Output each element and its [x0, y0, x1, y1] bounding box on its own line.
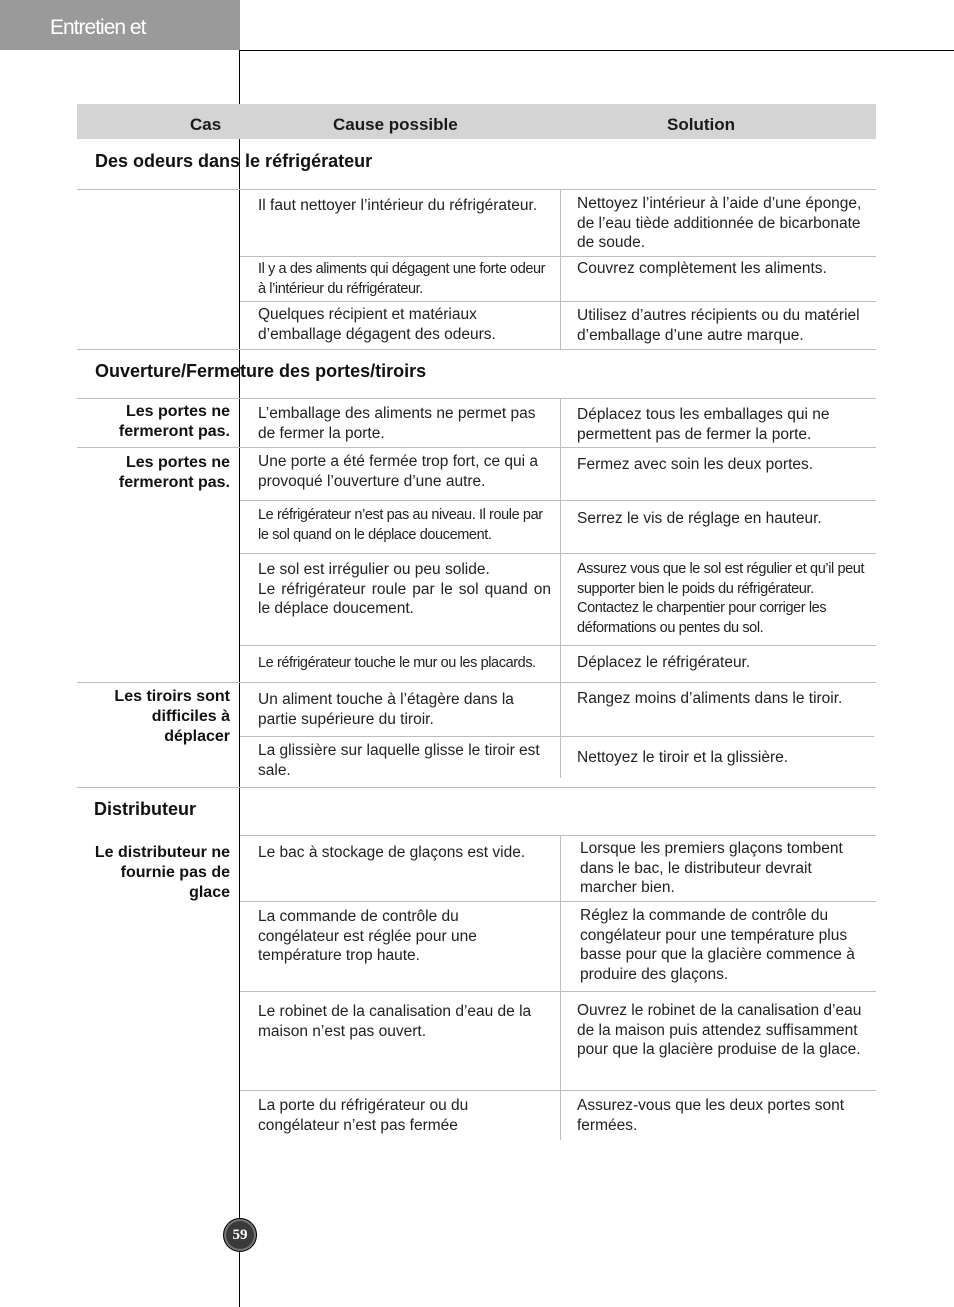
solution-text: Couvrez complètement les aliments.: [577, 260, 827, 277]
page-number: 59: [223, 1218, 257, 1252]
solution-text: Nettoyez l’intérieur à l’aide d’une éponge, de l’eau tiède additionnée de bicarbonate de soude.: [577, 195, 862, 251]
solution-text: Assurez-vous que les deux portes sont fermées.: [577, 1097, 845, 1134]
divider: [240, 256, 876, 257]
section-ouverture: Ouverture/Fermeture des portes/tiroirs: [95, 361, 427, 381]
cause-text: La glissière sur laquelle glisse le tiroir est sale.: [258, 742, 540, 779]
divider: [240, 500, 876, 501]
cause-text: Une porte a été fermée trop fort, ce qui a provoqué l’ouverture d’une autre.: [258, 453, 539, 490]
cause-text: Quelques récipient et matériaux d’emballage dégagent des odeurs.: [258, 306, 496, 343]
section-tab: Entretien et maintenance: [0, 0, 240, 50]
cause-text: Le robinet de la canalisation d’eau de la maison n’est pas ouvert.: [258, 1003, 532, 1040]
solution-text: Réglez la commande de contrôle du congélateur pour une température plus basse pour que la glacière commence à produire des glaçons.: [580, 907, 855, 983]
table-header: [77, 104, 876, 139]
divider: [240, 835, 876, 836]
case-label: Les portes ne fermeront pas.: [118, 403, 230, 440]
divider: [77, 349, 876, 350]
solution-text: Ouvrez le robinet de la canalisation d’eau de la maison puis attendez suffisamment pour que la glacière produise de la glace.: [577, 1002, 862, 1058]
solution-text: Rangez moins d’aliments dans le tiroir.: [577, 690, 843, 707]
cause-text: Il y a des aliments qui dégagent une forte odeur à l’intérieur du réfrigérateur.: [258, 261, 546, 297]
divider: [240, 1090, 876, 1091]
divider: [77, 189, 876, 190]
solution-text: Assurez vous que le sol est régulier et qu’il peut supporter bien le poids du réfrigérateur. Contactez le charpentier pour corriger les déformations ou pentes du sol.: [577, 561, 865, 636]
divider: [240, 553, 876, 554]
case-label: Les portes ne fermeront pas.: [118, 454, 230, 491]
margin-rule: [239, 50, 240, 1307]
divider: [77, 682, 876, 683]
solution-text: Serrez le vis de réglage en hauteur.: [577, 510, 822, 527]
header-cas: Cas: [190, 115, 222, 134]
column-divider: [560, 835, 561, 1140]
cause-line: Le sol est irrégulier ou peu solide.: [258, 561, 490, 578]
case-label: Les tiroirs sont difficiles à déplacer: [114, 688, 230, 745]
divider: [77, 447, 876, 448]
divider: [77, 398, 876, 399]
solution-text: Nettoyez le tiroir et la glissière.: [577, 749, 789, 766]
solution-text: Lorsque les premiers glaçons tombent dans le bac, le distributeur devrait marcher bien.: [580, 840, 843, 896]
header-cause: Cause possible: [333, 115, 458, 134]
solution-text: Utilisez d’autres récipients ou du matériel d’emballage d’une autre marque.: [577, 307, 860, 344]
section-odeurs: Des odeurs dans le réfrigérateur: [95, 151, 373, 171]
case-label: Le distributeur ne fournie pas de glace: [94, 844, 230, 901]
column-divider: [560, 189, 561, 349]
divider: [240, 301, 876, 302]
cause-text: [258, 560, 551, 619]
divider: [240, 991, 876, 992]
header-solution: Solution: [667, 115, 735, 134]
column-divider: [560, 398, 561, 778]
cause-text: Il faut nettoyer l’intérieur du réfrigérateur.: [258, 197, 538, 214]
cause-text: La porte du réfrigérateur ou du congélateur n’est pas fermée: [258, 1097, 469, 1134]
divider: [240, 645, 876, 646]
cause-text: Le bac à stockage de glaçons est vide.: [258, 844, 526, 861]
cause-text: Le réfrigérateur n’est pas au niveau. Il roule par le sol quand on le déplace doucement.: [258, 507, 543, 543]
section-distributeur: Distributeur: [94, 799, 197, 819]
top-rule: [240, 50, 954, 51]
solution-text: Fermez avec soin les deux portes.: [577, 456, 814, 473]
cause-text: L’emballage des aliments ne permet pas de fermer la porte.: [258, 405, 536, 442]
divider: [77, 787, 876, 788]
cause-text: Un aliment touche à l’étagère dans la partie supérieure du tiroir.: [258, 691, 514, 728]
divider: [240, 736, 874, 737]
divider: [240, 901, 876, 902]
solution-text: Déplacez le réfrigérateur.: [577, 654, 751, 671]
cause-text: Le réfrigérateur touche le mur ou les placards.: [258, 655, 536, 671]
cause-text: La commande de contrôle du congélateur est réglée pour une température trop haute.: [258, 908, 477, 964]
cause-line: Le réfrigérateur roule par le sol quand on le déplace doucement.: [258, 580, 551, 617]
solution-text: Déplacez tous les emballages qui ne permettent pas de fermer la porte.: [577, 406, 830, 443]
